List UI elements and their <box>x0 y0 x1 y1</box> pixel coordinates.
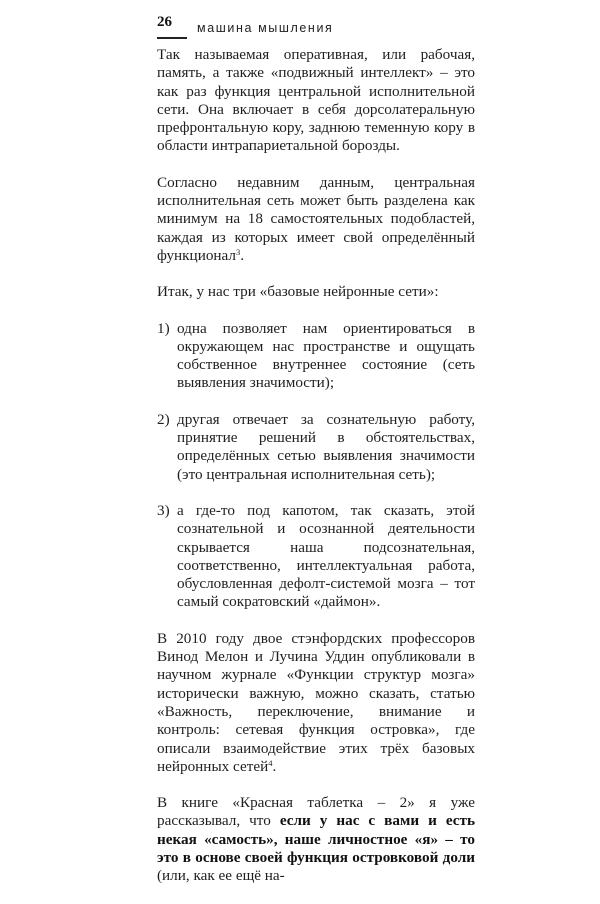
paragraph-working-memory: Так называемая оперативная, или рабочая, память, а также «подвижный интеллект» – это как раз функция центральной исполнительной сети. Она включает в себя дорсолатеральную префронтальную кору, заднюю теменную кору в области интрапариетальной борозды. <box>157 46 475 155</box>
paragraph-red-pill-tail: (или, как ее ещё на- <box>157 867 285 885</box>
bold-emphasis: если у нас с вами и есть некая «самость», наше личностное «я» – то это в основе своей функция островковой доли <box>157 812 475 866</box>
list-text: одна позволяет нам ориентироваться в окружающем нас пространстве и ощущать собственное внутреннее состояние (сеть выявления значимости); <box>177 319 475 392</box>
paragraph-end: . <box>240 246 245 264</box>
paragraph-three-networks: Итак, у нас три «базовые нейронные сети»: <box>157 283 439 301</box>
list-number: 1) <box>157 319 170 337</box>
list-number: 3) <box>157 501 170 519</box>
list-item <box>157 320 475 393</box>
list-text: другая отвечает за сознательную работу, принятие решений в обстоятельствах, определённых сетью выявления значимости (это центральная исполнительная сеть); <box>177 410 475 483</box>
paragraph-stanford-text: В 2010 году двое стэнфордских профессоров Винод Мелон и Лучина Уддин опубликовали в научном журнале «Функции структур мозга» исторически важную, можно сказать, статью «Важность, переключение, внимание и контроль: сетевая функция островка», где описали взаимодействие этих трёх базовых нейронных сетей <box>157 629 475 775</box>
paragraph-end: . <box>272 757 277 775</box>
paragraph-stanford <box>157 630 475 776</box>
body-text <box>157 46 475 904</box>
list-number: 2) <box>157 410 170 428</box>
list-item <box>157 502 475 612</box>
page-number: 26 <box>157 14 172 30</box>
page-header <box>157 10 475 40</box>
list-item <box>157 411 475 484</box>
running-title: машина мышления <box>197 21 334 35</box>
list-text: а где-то под капотом, так сказать, этой сознательной и осознанной деятельности скрывается наша подсознательная, соответственно, интеллектуальная работа, обусловленная дефолт-системой мозга – тот самый сократовский «даймон». <box>177 501 475 611</box>
paragraph-subregions <box>157 174 475 265</box>
paragraph-red-pill-intro: В книге «Красная таблетка – 2» я уже рассказывал, что <box>157 794 475 830</box>
footnote-ref: 4 <box>268 757 273 768</box>
header-rule <box>157 37 187 39</box>
footnote-ref: 3 <box>236 246 241 257</box>
paragraph-subregions-text: Согласно недавним данным, центральная исполнительная сеть может быть разделена как минимум на 18 самостоятельных подобластей, каждая из которых имеет свой определённый функционал <box>157 173 475 264</box>
paragraph-red-pill <box>157 794 475 885</box>
